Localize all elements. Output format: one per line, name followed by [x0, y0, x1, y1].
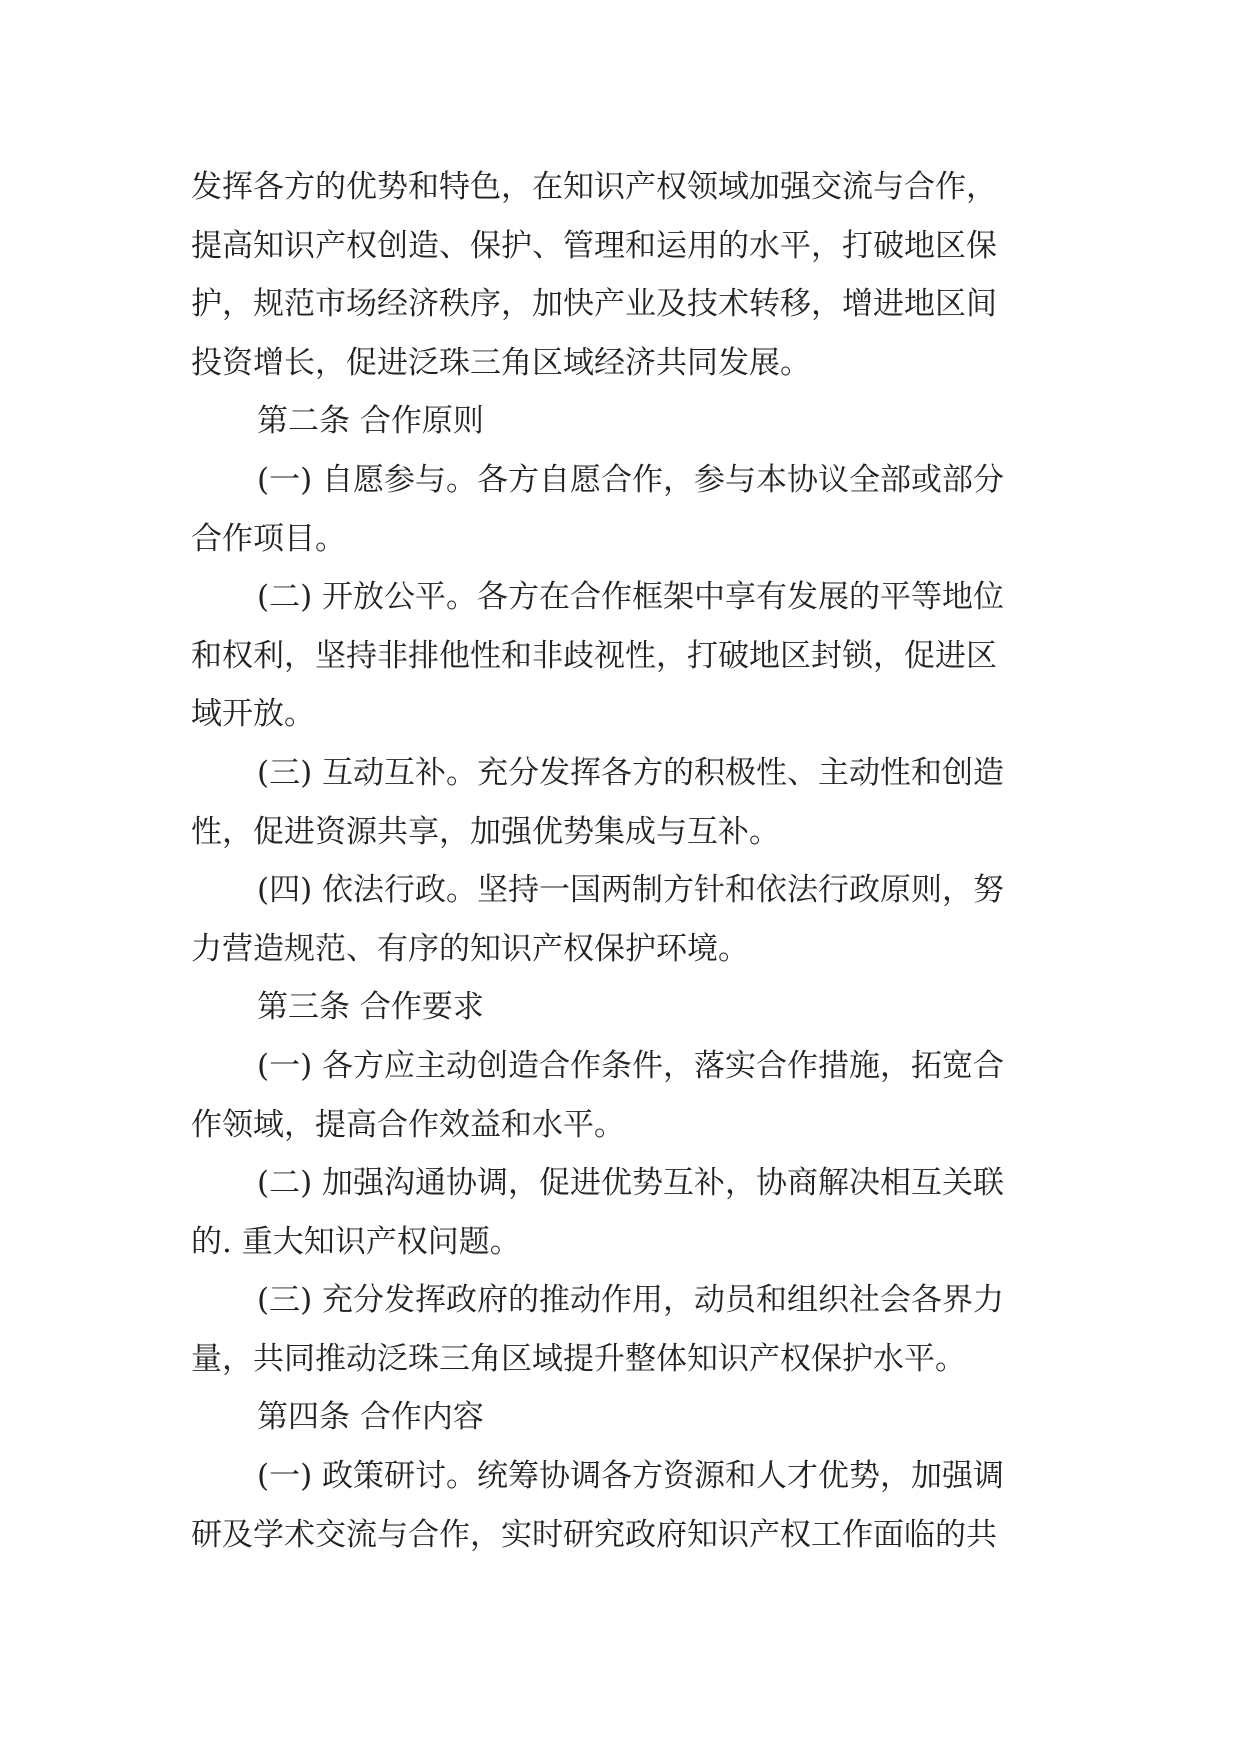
text-line: (三) 充分发挥政府的推动作用，动员和组织社会各界力 — [257, 1282, 1005, 1319]
text-line: (二) 加强沟通协调，促进优势互补，协商解决相互关联 — [257, 1165, 1005, 1202]
text-line: (三) 互动互补。充分发挥各方的积极性、主动性和创造 — [257, 754, 1005, 791]
text-line: 量，共同推动泛珠三角区域提升整体知识产权保护水平。 — [191, 1340, 966, 1377]
article-heading: 第二条 合作原则 — [257, 403, 484, 440]
article-heading: 第四条 合作内容 — [257, 1399, 484, 1436]
text-line: 合作项目。 — [191, 520, 346, 557]
text-line: 作领域，提高合作效益和水平。 — [191, 1106, 625, 1143]
text-line: 研及学术交流与合作，实时研究政府知识产权工作面临的共 — [191, 1516, 997, 1553]
text-line: (一) 各方应主动创造合作条件，落实合作措施，拓宽合 — [257, 1047, 1005, 1084]
text-line: 发挥各方的优势和特色，在知识产权领域加强交流与合作， — [191, 169, 997, 205]
article-heading: 第三条 合作要求 — [257, 989, 484, 1026]
text-line: 力营造规范、有序的知识产权保护环境。 — [191, 930, 749, 967]
text-line: 的. 重大知识产权问题。 — [191, 1223, 521, 1260]
text-line: (一) 自愿参与。各方自愿合作，参与本协议全部或部分 — [257, 461, 1005, 498]
text-line: 护，规范市场经济秩序，加快产业及技术转移，增进地区间 — [191, 286, 997, 323]
text-line: (四) 依法行政。坚持一国两制方针和依法行政原则，努 — [257, 872, 1005, 909]
text-line: 和权利，坚持非排他性和非歧视性，打破地区封锁，促进区 — [191, 637, 997, 674]
body-text — [191, 158, 1071, 1564]
text-line: (二) 开放公平。各方在合作框架中享有发展的平等地位 — [257, 579, 1005, 616]
text-line: 性，促进资源共享，加强优势集成与互补。 — [191, 813, 780, 850]
text-line: (一) 政策研讨。统筹协调各方资源和人才优势，加强调 — [257, 1458, 1005, 1495]
text-line: 域开放。 — [191, 696, 315, 733]
text-line: 投资增长，促进泛珠三角区域经济共同发展。 — [191, 344, 811, 381]
text-line: 提高知识产权创造、保护、管理和运用的水平，打破地区保 — [191, 227, 997, 264]
